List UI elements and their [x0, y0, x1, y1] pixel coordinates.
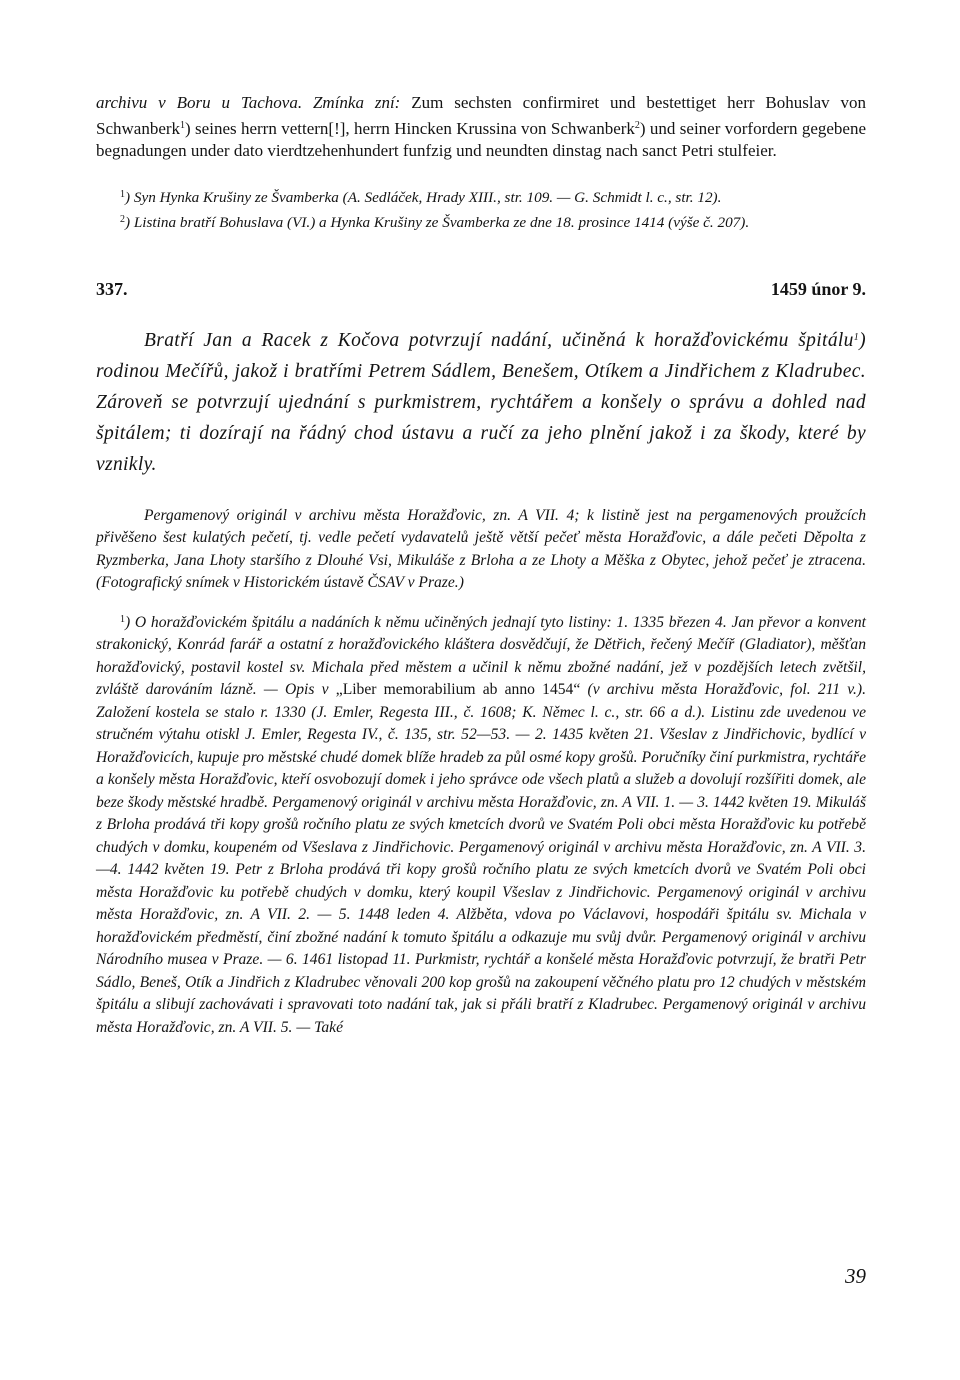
- entry-number: 337.: [96, 278, 128, 299]
- notes-text-2: (v archivu města Horažďovic, fol. 211 v.). Založení kostela se stalo r. 1330 (J. Emler, Regesta III., č. 1608; K. Němec l. c., str. 66 a d.). Listinu zde uvedenou ve stručném výtahu otiskl J. Emler, Regesta IV., č. 135, str. 52—53. — 2. 1435 květen 21. Všeslav z Jindřichovic, bydlící v Horažďovicích, kupuje pro městské chudé domek blíže hradeb za půl osmé kopy grošů. Poručníky činí purkmistra, rychtáře a konšely města Horažďovic, kteří osvobozují domek i jeho správce ode všech platů a služeb a dovolují rozšířiti domek, ale beze škody městské hradbě. Pergamenový originál v archivu města Horažďovic, zn. A VII. 1. — 3. 1442 květen 19. Mikuláš z Brloha prodává tři kopy grošů ročního platu ze svých kmetcích dvorů ve Svatém Poli obci města Horažďovic ku potřebě chudých v domku, koupeném od Všeslava z Jindřichovic. Pergamenový originál v archivu města Horažďovic, zn. A VII. 3.—4. 1442 květen 19. Petr z Brloha prodává tři kopy grošů ročního platu ze svých kmetcích dvorů ve Svatém Poli obci města Horažďovic ku potřebě chudých v domku, který koupil Všeslav z Jindřichovic. Pergamenový originál v archivu města Horažďovic, zn. A VII. 2. — 5. 1448 leden 4. Alžběta, vdova po Václavovi, hospodáři špitálu sv. Michala v horažďovickém předměstí, činí zbožné nadání k tomuto špitálu a odkazuje mu svůj dvůr. Pergamenový originál v archivu Národního musea v Praze. — 6. 1461 listopad 11. Purkmistr, rychtář a konšelé města Horažďovic potvrzují, že bratři Petr Sádlo, Beneš, Otík a Jindřich z Kladrubec věnovali 200 kop grošů na zakoupení věčného platu pro 12 chudých v městském špitálu a slibují zachovávati i spravovati toto nadání tak, jak si přáli bratří z Kladrubec. Pergamenový originál v archivu města Horažďovic, zn. A VII. 5. — Také: [96, 681, 867, 1036]
- footnote-marker: 2: [634, 119, 640, 131]
- intro-paragraph: [96, 92, 866, 163]
- intro-text-3: ) und seiner vorfordern gegebene begnadungen under dato vierdtzehenhundert funfzig und neundten dinstag nach sanct Petri stulfeier.: [96, 118, 866, 160]
- footnote-marker: 1: [120, 613, 125, 625]
- intro-text-2: ) seines herrn vettern[!], herrn Hincken Krussina von Schwanberk: [185, 118, 635, 138]
- notes-paragraph: [96, 609, 866, 1040]
- notes-text-1: ) O horažďovickém špitálu a nadáních k němu učiněných jednají tyto listiny: 1. 1335 březen 4. Jan převor a konvent strakonický, Konrád farář a ostatní z horažďovického kláštera dosvědčují, že Dětřich, řečený Mečíř (Gladiator), měšťan horažďovický, postavil kostel sv. Michala před městem a učinil k němu zbožné nadání, jež v pozdějších letech zvětšil, zvláště darováním lázně. — Opis v: [96, 613, 866, 698]
- footnote-2: [96, 209, 866, 235]
- footnote-marker: 1: [120, 188, 125, 200]
- regest-paragraph: [96, 322, 866, 480]
- footnote-1: [96, 184, 866, 210]
- footnote-marker: 2: [120, 214, 125, 225]
- footnote-marker: 1: [180, 119, 186, 131]
- footnote-text: ) Syn Hynka Krušiny ze Švamberka (A. Sedláček, Hrady XIII., str. 109. — G. Schmidt l. c., str. 12).: [125, 188, 722, 206]
- document-page: [96, 92, 866, 1039]
- entry-heading: [96, 279, 866, 300]
- regest-text-2: ) rodinou Mečířů, jakož i bratřími Petrem Sádlem, Benešem, Otíkem a Jindřichem z Kladrubec. Zároveň se potvrzují ujednání s purkmistrem, rychtářem a konšely o správu a dohled nad špitálem; ti dozírají na řádný chod ústavu a ručí za jeho plnění jakož i za škody, které by vznikly.: [96, 329, 866, 475]
- source-note: Pergamenový originál v archivu města Horažďovic, zn. A VII. 4; k listině jest na pergamenových proužcích přivěšeno šest kulatých pečetí, tj. vedle pečetí vydavatelů ještě větší pečeť města Horažďovic, a dále pečeti Děpolta z Ryzmberka, Jana Lhoty staršího z Dlouhé Vsi, Mikuláše z Brloha a ze Lhoty a Měška z Obytec, jehož pečeť je ztracena. (Fotografický snímek v Historickém ústavě ČSAV v Praze.): [96, 506, 866, 591]
- intro-text-1: Zum sechsten confirmiret und bestettiget herr Bohuslav von Schwanberk: [96, 93, 866, 138]
- entry-date: 1459 únor 9.: [770, 278, 866, 299]
- footnote-text: ) Listina bratří Bohuslava (VI.) a Hynka Krušiny ze Švamberka ze dne 18. prosince 1414 (výše č. 207).: [125, 214, 750, 231]
- notes-quote: „Liber memorabilium ab anno 1454“: [335, 681, 581, 698]
- intro-italic-lead: archivu v Boru u Tachova. Zmínka zní:: [96, 93, 401, 112]
- page-number: 39: [845, 1264, 866, 1288]
- regest-text-1: Bratří Jan a Racek z Kočova potvrzují nadání, učiněná k horažďovickému špitálu: [144, 329, 854, 351]
- footnote-marker: 1: [853, 331, 860, 343]
